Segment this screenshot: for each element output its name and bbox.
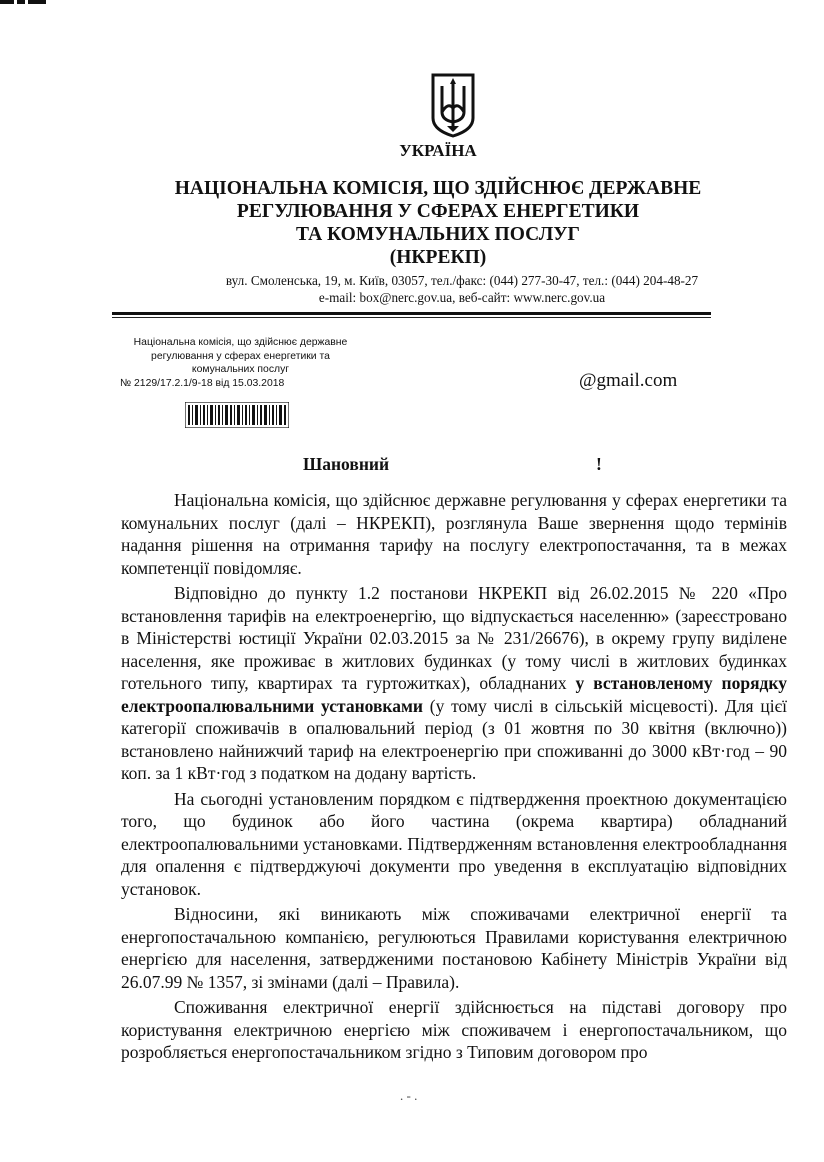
stamp-line: Національна комісія, що здійснює державне <box>133 337 348 348</box>
organization-contacts <box>0 272 824 306</box>
recipient-email: @gmail.com <box>579 370 678 391</box>
country-name: УКРАЇНА <box>399 141 477 160</box>
barcode-icon <box>185 402 289 428</box>
salutation-exclamation: ! <box>596 454 602 474</box>
salutation-text: Шановний <box>303 454 390 474</box>
organization-line: ТА КОМУНАЛЬНИХ ПОСЛУГ <box>296 224 580 245</box>
contacts-line: e-mail: box@nerc.gov.ua, веб-сайт: www.nerc.gov.ua <box>318 290 606 305</box>
organization-line: РЕГУЛЮВАННЯ У СФЕРАХ ЕНЕРГЕТИКИ <box>236 201 640 222</box>
body-text-segment: (у тому числі в сільській місцевості). Для цієї категорії споживачів в опалювальний період (з 01 жовтня по 30 квітня (включно)) встановлено найнижчий тариф на електроенергію при споживанні до 3000 кВт·год – 90 коп. за 1 кВт·год з податком на додану вартість. <box>121 695 787 783</box>
letter-body <box>121 489 787 1067</box>
page-marks: . - . <box>400 1088 418 1103</box>
organization-line: НАЦІОНАЛЬНА КОМІСІЯ, ЩО ЗДІЙСНЮЄ ДЕРЖАВНЕ <box>174 178 702 199</box>
body-paragraph: Споживання електричної енергії здійснюється на підставі договору про користування електричною енергією між споживачем і енергопостачальником, що розробляється енергопостачальником згідно з Типовим договором про <box>121 997 787 1062</box>
registration-stamp <box>108 336 373 390</box>
registration-number: № 2129/17.2.1/9-18 від 15.03.2018 <box>120 377 285 389</box>
address-line: вул. Смоленська, 19, м. Київ, 03057, тел./факс: (044) 277-30-47, тел.: (044) 204-48-27 <box>225 273 699 288</box>
body-paragraph: Відносини, які виникають між споживачами електричної енергії та енергопостачальною компанією, регулюються Правилами користування електричною енергією для населення, затвердженими постановою Кабінету Міністрів України від 26.07.99 № 1357, зі змінами (далі – Правила). <box>121 904 787 992</box>
body-text-segment: Відповідно до пункту 1.2 постанови НКРЕКП від 26.02.2015 № 220 «Про встановлення тарифів на електроенергію, що відпускається населенню» (зареєстровано в Міністерстві юстиції України 02.03.2015 за № 231/26676), в окрему групу виділене населення, яке проживає в житлових будинках (у тому числі в житлових будинках готельного типу, квартирах та гуртожитках), обладнаних <box>121 583 787 693</box>
trident-emblem-icon <box>430 72 476 138</box>
body-paragraph: Національна комісія, що здійснює державне регулювання у сферах енергетики та комунальних послуг (далі – НКРЕКП), розглянула Ваше звернення щодо термінів надання рішення на отримання тарифу на послугу електропостачання, та в межах компетенції повідомляє. <box>121 490 787 578</box>
body-paragraph: На сьогодні установленим порядком є підтвердження проектною документацією того, що будинок або його частина (окрема квартира) обладнаний електроопалювальними установками. Підтвердженням встановлення електрообладнання для опалення є підтверджуючі документи про уведення в експлуатацію відповідних установок. <box>121 788 787 899</box>
stamp-line: регулювання у сферах енергетики та <box>151 350 330 362</box>
organization-abbreviation: (НКРЕКП) <box>389 247 487 268</box>
organization-name <box>0 177 824 269</box>
header-divider-thin <box>112 317 711 318</box>
body-paragraph <box>121 582 787 785</box>
header-divider-thick <box>112 312 711 315</box>
scan-corner-mark <box>0 0 62 6</box>
stamp-line: комунальних послуг <box>191 364 290 375</box>
body-bold-segment: у встановленому порядку електроопалювальними установками <box>121 673 787 716</box>
